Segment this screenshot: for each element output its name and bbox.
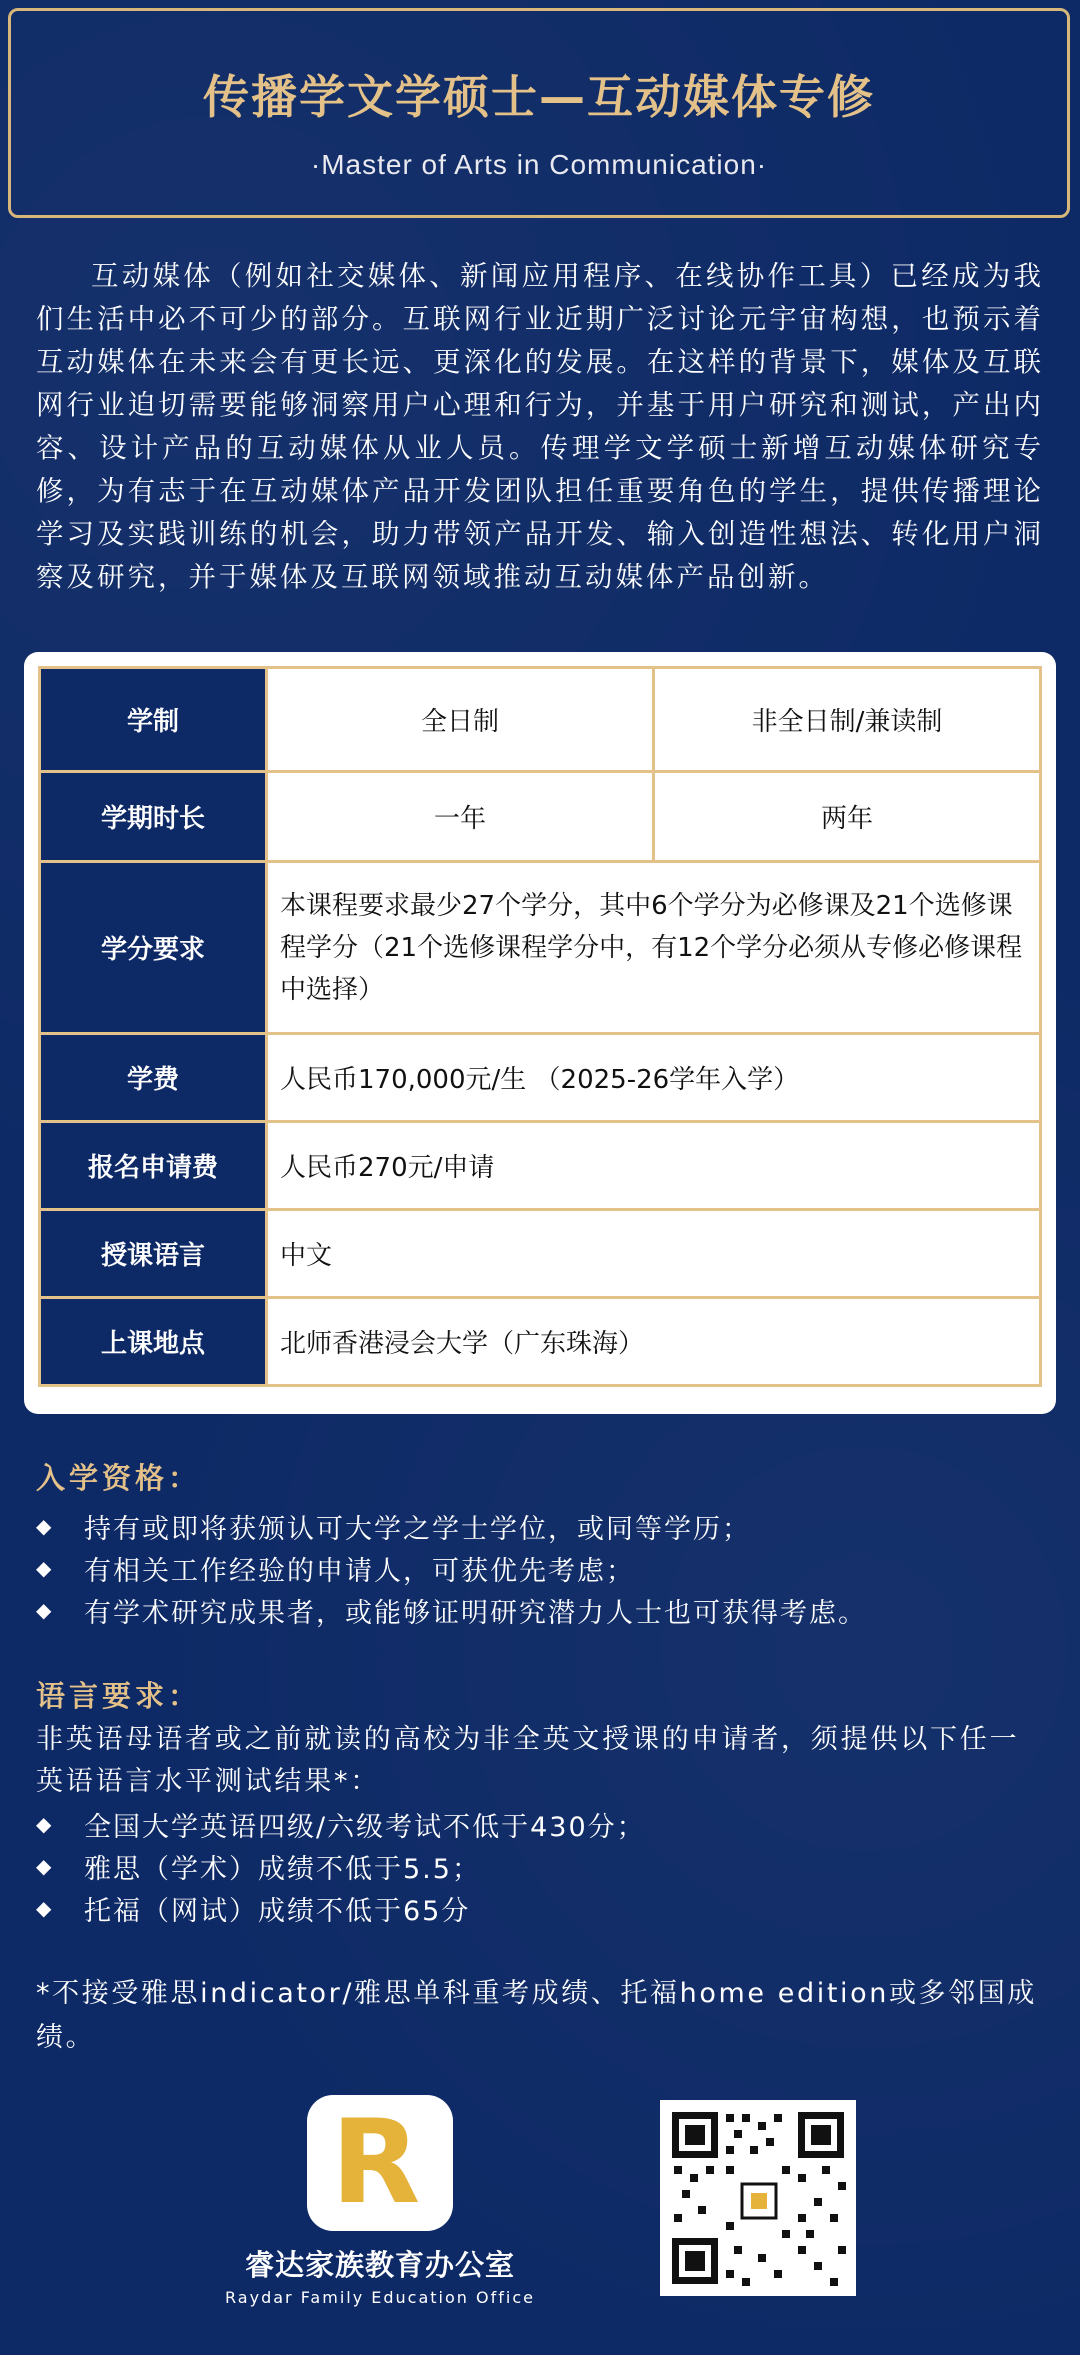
header-frame [8,8,1070,218]
admission-section [36,1456,1046,1631]
row-label: 报名申请费 [40,1122,267,1210]
qr-code-icon [660,2100,856,2296]
diamond-icon: ◆ [36,1598,54,1622]
table-row [40,668,1041,772]
page-title: 传播学文学硕士—互动媒体专修 [203,70,875,124]
list-item [36,1803,1046,1845]
program-info-card [24,652,1056,1414]
admission-title: 入学资格： [36,1461,202,1495]
page-subtitle: ·Master of Arts in Communication· [310,149,768,180]
table-row [40,1034,1041,1122]
language-section [36,1674,1046,1929]
row-label: 授课语言 [40,1210,267,1298]
logo-letter: R [331,2095,421,2230]
table-row [40,772,1041,862]
list-item [36,1589,1046,1631]
table-cell: 人民币270元/申请 [267,1122,1041,1210]
logo-name-en: Raydar Family Education Office [225,2288,535,2307]
language-item: 托福（网试）成绩不低于65分 [84,1895,471,1927]
table-cell: 北师香港浸会大学（广东珠海） [267,1298,1041,1386]
diamond-icon: ◆ [36,1854,54,1878]
intro-paragraph: 互动媒体（例如社交媒体、新闻应用程序、在线协作工具）已经成为我们生活中必不可少的部分。互联网行业近期广泛讨论元宇宙构想，也预示着互动媒体在未来会有更长远、更深化的发展。在这样的背景下，媒体及互联网行业迫切需要能够洞察用户心理和行为，并基于用户研究和测试，产出内容、设计产品的互动媒体从业人员。传理学文学硕士新增互动媒体研究专修，为有志于在互动媒体产品开发团队担任重要角色的学生，提供传播理论学习及实践训练的机会，助力带领产品开发、输入创造性想法、转化用户洞察及研究，并于媒体及互联网领域推动互动媒体产品创新。 [36,260,1044,593]
diamond-icon: ◆ [36,1896,54,1920]
list-item [36,1845,1046,1887]
footnote: *不接受雅思indicator/雅思单科重考成绩、托福home edition或多邻国成绩。 [36,1978,1037,2053]
table-row [40,1298,1041,1386]
row-label: 学制 [40,668,267,772]
list-item [36,1887,1046,1929]
diamond-icon: ◆ [36,1514,54,1538]
table-cell: 本课程要求最少27个学分，其中6个学分为必修课及21个选修课程学分（21个选修课程学分中，有12个学分必须从专修必修课程中选择） [267,862,1041,1034]
language-item: 全国大学英语四级/六级考试不低于430分； [84,1811,646,1843]
row-label: 学分要求 [40,862,267,1034]
program-info-table [38,666,1042,1387]
table-row [40,1122,1041,1210]
admission-item: 持有或即将获颁认可大学之学士学位，或同等学历； [84,1513,751,1545]
list-item [36,1505,1046,1547]
table-cell: 全日制 [267,668,654,772]
diamond-icon: ◆ [36,1812,54,1836]
table-cell: 非全日制/兼读制 [654,668,1041,772]
table-cell: 中文 [267,1210,1041,1298]
row-label: 学费 [40,1034,267,1122]
language-title: 语言要求： [36,1679,202,1713]
language-intro: 非英语母语者或之前就读的高校为非全英文授课的申请者，须提供以下任一英语语言水平测试结果*： [36,1724,1020,1797]
diamond-icon: ◆ [36,1556,54,1580]
table-cell: 人民币170,000元/生 （2025-26学年入学） [267,1034,1041,1122]
logo-name-cn: 睿达家族教育办公室 [244,2248,515,2282]
logo-icon [307,2095,453,2231]
admission-item: 有相关工作经验的申请人，可获优先考虑； [84,1555,635,1587]
table-row [40,862,1041,1034]
row-label: 学期时长 [40,772,267,862]
table-cell: 一年 [267,772,654,862]
row-label: 上课地点 [40,1298,267,1386]
language-item: 雅思（学术）成绩不低于5.5； [84,1853,481,1885]
list-item [36,1547,1046,1589]
admission-item: 有学术研究成果者，或能够证明研究潜力人士也可获得考虑。 [84,1597,867,1629]
brand-logo [210,2095,550,2307]
table-cell: 两年 [654,772,1041,862]
table-row [40,1210,1041,1298]
qr-code-graphic [660,2100,856,2296]
